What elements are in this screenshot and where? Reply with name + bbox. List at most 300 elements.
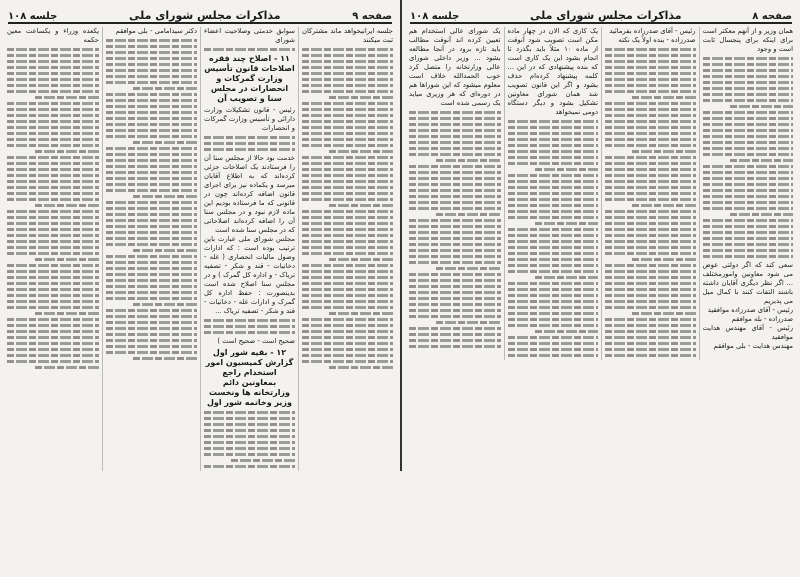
text-line — [605, 282, 696, 285]
text-line — [508, 270, 599, 273]
text-line — [106, 99, 197, 102]
text-line — [605, 294, 696, 297]
text-line — [204, 319, 295, 322]
text-line — [106, 231, 197, 234]
text-line — [7, 198, 99, 201]
text-line — [605, 138, 696, 141]
text-line — [409, 183, 501, 186]
text-line — [106, 183, 197, 186]
text-line — [703, 219, 794, 222]
text-line — [302, 186, 393, 189]
text-line — [7, 60, 99, 63]
paragraph: سعی کند که اگر دولتی عوض می شود معاونین وامورمختلف ... اگر نظر دیگری آقایان داشته باشند التفات کنند با کمال میل می پذیریم — [702, 261, 793, 305]
text-line — [605, 60, 696, 63]
text-line — [605, 306, 696, 309]
text-line — [302, 216, 393, 219]
text-column — [601, 27, 699, 360]
publication-title: مذاکرات مجلس شورای ملی — [129, 9, 281, 22]
text-line — [106, 285, 197, 288]
text-column — [406, 27, 504, 360]
text-line — [605, 66, 696, 69]
text-line — [605, 264, 696, 267]
paragraph: رئیس - آقای صدرزاده موافقید — [707, 306, 793, 314]
text-line — [703, 195, 794, 198]
text-line — [302, 156, 393, 159]
text-line — [703, 153, 794, 156]
text-line — [605, 90, 696, 93]
text-line — [605, 198, 696, 201]
text-line — [508, 258, 599, 261]
text-line — [302, 360, 393, 363]
text-line — [605, 180, 696, 183]
text-line — [7, 186, 99, 189]
text-line — [302, 198, 393, 201]
text-line — [106, 267, 197, 270]
text-line — [409, 273, 501, 276]
text-line — [106, 45, 197, 48]
text-line — [508, 294, 599, 297]
text-line — [508, 174, 599, 177]
text-line — [106, 177, 197, 180]
text-line — [409, 129, 501, 132]
newspaper-page — [0, 0, 400, 471]
section-heading: ۱۱ - اصلاح چند فقره اصلاحات قانون تأسیس وزارت گمرکات و انحصارات در مجلس سنا و تصویب آن — [204, 54, 295, 103]
text-line — [7, 234, 99, 237]
text-line — [302, 132, 393, 135]
text-line — [302, 180, 393, 183]
text-line — [302, 192, 393, 195]
text-line — [508, 318, 599, 321]
text-line — [703, 183, 794, 186]
text-column — [4, 27, 102, 471]
text-line — [302, 288, 393, 291]
text-line — [7, 144, 99, 147]
text-line — [106, 129, 197, 132]
text-line — [35, 204, 99, 207]
text-line — [508, 126, 599, 129]
text-line — [508, 348, 599, 351]
text-line — [730, 105, 793, 108]
page-header — [410, 0, 792, 24]
text-line — [106, 63, 197, 66]
text-line — [703, 81, 794, 84]
text-line — [302, 102, 393, 105]
text-line — [605, 102, 696, 105]
text-line — [409, 111, 501, 114]
text-line — [302, 72, 393, 75]
text-line — [703, 171, 794, 174]
page-number: صفحه ۹ — [352, 11, 392, 22]
text-line — [508, 138, 599, 141]
text-line — [409, 147, 501, 150]
paragraph: یک شورای عالی استخدام هم تعیین کرده اند آنوقت مطالب باید تازه برود در آنجا مطالعه بشود ... وزیر داخلی شورای عالی وزارتخانه را متصل کرد خوب الحمدالله خلاف است معلوم میشود که این شوراها هم در دوره‌ای که هر وزیری میاید یک رسمی شده است — [409, 27, 501, 107]
text-line — [409, 243, 501, 246]
text-line — [409, 219, 501, 222]
newspaper-page — [400, 0, 800, 471]
text-line — [302, 354, 393, 357]
text-line — [605, 354, 696, 357]
text-line — [302, 162, 393, 165]
text-line — [7, 180, 99, 183]
text-line — [508, 132, 599, 135]
text-line — [703, 225, 794, 228]
text-line — [7, 270, 99, 273]
text-line — [329, 96, 393, 99]
text-line — [302, 126, 393, 129]
text-line — [605, 342, 696, 345]
paragraph: یکعده وزراء و یکساعت معین حکمه — [7, 27, 99, 44]
text-line — [605, 108, 696, 111]
text-line — [106, 207, 197, 210]
text-line — [703, 117, 794, 120]
text-line — [508, 186, 599, 189]
text-line — [7, 318, 99, 321]
text-line — [605, 72, 696, 75]
text-line — [409, 177, 501, 180]
text-line — [302, 228, 393, 231]
text-line — [302, 318, 393, 321]
text-line — [409, 291, 501, 294]
text-line — [106, 117, 197, 120]
text-line — [703, 75, 794, 78]
text-line — [409, 339, 501, 342]
text-line — [605, 120, 696, 123]
text-line — [605, 48, 696, 51]
text-line — [7, 336, 99, 339]
text-line — [329, 204, 393, 207]
text-line — [703, 141, 794, 144]
text-line — [302, 168, 393, 171]
text-line — [409, 255, 501, 258]
text-line — [7, 324, 99, 327]
text-line — [409, 117, 501, 120]
text-line — [106, 321, 197, 324]
text-line — [7, 216, 99, 219]
text-line — [409, 123, 501, 126]
text-line — [106, 75, 197, 78]
text-line — [508, 240, 599, 243]
text-line — [106, 309, 197, 312]
text-line — [703, 123, 794, 126]
text-columns — [406, 24, 796, 360]
text-line — [508, 246, 599, 249]
text-line — [133, 249, 197, 252]
text-line — [508, 324, 599, 327]
text-line — [7, 276, 99, 279]
text-line — [204, 417, 295, 420]
paragraph: خدمت بود حالا از مجلس سنا آن را فرستادند یک اصلاحات جزئی کرده‌اند که به اطلاع آقایان میرسد و یکماده نیز برای اجرای قانون اضافه کرده‌اند چون در قانونی که ما فرستاده بودیم این ماده لازم نبود و در مجلس سنا آن را اضافه کرده‌اند اصلاحاتی که در مجلس سنا شده است — [204, 154, 295, 234]
text-line — [302, 348, 393, 351]
text-column — [298, 27, 396, 471]
text-line — [7, 132, 99, 135]
text-line — [409, 207, 501, 210]
text-line — [7, 240, 99, 243]
text-line — [7, 306, 99, 309]
text-line — [204, 142, 295, 145]
text-line — [508, 264, 599, 267]
text-line — [106, 105, 197, 108]
text-line — [632, 150, 695, 153]
text-line — [106, 153, 197, 156]
text-line — [106, 159, 197, 162]
text-line — [605, 234, 696, 237]
text-line — [409, 231, 501, 234]
text-line — [703, 177, 794, 180]
text-line — [302, 252, 393, 255]
text-line — [605, 114, 696, 117]
text-line — [302, 246, 393, 249]
text-line — [302, 54, 393, 57]
text-line — [409, 279, 501, 282]
text-line — [535, 222, 598, 225]
text-line — [204, 423, 295, 426]
text-columns — [4, 24, 396, 471]
text-line — [204, 429, 295, 432]
section-heading: ۱۲ - بقیه شور اول گزارش کمیسیون امور استخدام راجع بمعاونین دائم وزارتخانه ها ونخست وزیر وخاتمه شور اول — [205, 348, 294, 407]
text-line — [605, 186, 696, 189]
text-line — [7, 330, 99, 333]
text-line — [106, 237, 197, 240]
text-line — [35, 96, 99, 99]
text-line — [409, 171, 501, 174]
text-line — [535, 330, 598, 333]
text-line — [703, 207, 794, 210]
text-line — [605, 216, 696, 219]
text-line — [508, 228, 599, 231]
text-line — [703, 69, 794, 72]
text-line — [632, 312, 695, 315]
text-line — [106, 213, 197, 216]
text-line — [409, 327, 501, 330]
text-line — [106, 81, 197, 84]
text-line — [703, 231, 794, 234]
text-line — [231, 459, 295, 462]
text-line — [106, 339, 197, 342]
text-line — [329, 366, 393, 369]
text-line — [605, 228, 696, 231]
text-line — [106, 111, 197, 114]
text-line — [605, 270, 696, 273]
text-line — [508, 144, 599, 147]
text-line — [605, 54, 696, 57]
text-line — [35, 366, 99, 369]
text-line — [7, 342, 99, 345]
text-line — [302, 138, 393, 141]
text-line — [508, 306, 599, 309]
text-line — [605, 318, 696, 321]
text-line — [106, 135, 197, 138]
text-column — [102, 27, 200, 471]
text-line — [133, 357, 197, 360]
text-column — [504, 27, 602, 360]
text-line — [508, 288, 599, 291]
text-line — [7, 246, 99, 249]
text-line — [302, 120, 393, 123]
text-line — [106, 279, 197, 282]
text-line — [329, 150, 393, 153]
paragraph: صدرزاده - بله موافقم — [731, 315, 793, 323]
text-line — [605, 84, 696, 87]
text-line — [204, 441, 295, 444]
session-number: جلسه ۱۰۸ — [410, 11, 460, 22]
text-line — [436, 321, 500, 324]
text-line — [508, 234, 599, 237]
text-line — [302, 270, 393, 273]
text-line — [7, 78, 99, 81]
text-line — [302, 108, 393, 111]
text-line — [7, 210, 99, 213]
page-header — [8, 0, 392, 24]
text-line — [508, 192, 599, 195]
text-line — [7, 120, 99, 123]
paragraph: مهندس هدایت - بلی موافقم — [713, 342, 793, 350]
text-line — [409, 249, 501, 252]
text-line — [703, 237, 794, 240]
text-line — [7, 360, 99, 363]
text-line — [302, 234, 393, 237]
text-line — [605, 252, 696, 255]
text-line — [204, 411, 295, 414]
text-line — [508, 354, 599, 357]
publication-title: مذاکرات مجلس شورای ملی — [530, 9, 682, 22]
text-line — [106, 351, 197, 354]
text-line — [409, 315, 501, 318]
text-line — [204, 331, 295, 334]
text-line — [204, 148, 295, 151]
text-line — [605, 174, 696, 177]
text-line — [7, 294, 99, 297]
text-line — [302, 222, 393, 225]
text-line — [409, 225, 501, 228]
text-line — [7, 354, 99, 357]
text-line — [605, 162, 696, 165]
text-line — [605, 132, 696, 135]
text-line — [7, 348, 99, 351]
paragraph: جلسه ایرانیخواهد ماند مشترکان ثبت میکنند — [302, 27, 393, 44]
text-line — [7, 138, 99, 141]
text-line — [605, 222, 696, 225]
text-line — [302, 174, 393, 177]
text-line — [409, 237, 501, 240]
text-line — [7, 156, 99, 159]
text-line — [7, 114, 99, 117]
text-line — [7, 192, 99, 195]
text-line — [409, 333, 501, 336]
text-line — [605, 156, 696, 159]
text-line — [302, 306, 393, 309]
text-line — [508, 156, 599, 159]
text-line — [204, 435, 295, 438]
text-line — [106, 219, 197, 222]
text-line — [7, 72, 99, 75]
text-line — [508, 210, 599, 213]
text-line — [7, 102, 99, 105]
text-line — [35, 312, 99, 315]
text-line — [703, 63, 794, 66]
text-line — [703, 99, 794, 102]
text-line — [632, 258, 695, 261]
text-line — [7, 66, 99, 69]
text-line — [302, 324, 393, 327]
text-line — [7, 300, 99, 303]
text-line — [409, 345, 501, 348]
text-line — [7, 108, 99, 111]
text-line — [605, 168, 696, 171]
text-line — [302, 330, 393, 333]
text-line — [605, 348, 696, 351]
text-line — [409, 141, 501, 144]
text-line — [605, 144, 696, 147]
text-line — [703, 129, 794, 132]
paragraph: همان وزیر و از آنهم معکتر است برای اینکه برای پنجسال ثابت است و وجود — [702, 27, 793, 53]
text-line — [436, 159, 500, 162]
text-line — [605, 336, 696, 339]
text-line — [508, 252, 599, 255]
paragraph: سوابق خدمتی وصلاحیت اعضاء شورای — [204, 27, 295, 44]
text-line — [302, 342, 393, 345]
session-number: جلسه ۱۰۸ — [8, 11, 58, 22]
text-line — [508, 300, 599, 303]
text-line — [535, 276, 598, 279]
text-line — [409, 201, 501, 204]
text-column — [200, 27, 298, 471]
text-line — [133, 87, 197, 90]
text-line — [7, 252, 99, 255]
text-line — [508, 198, 599, 201]
text-line — [605, 192, 696, 195]
text-line — [106, 93, 197, 96]
text-line — [133, 141, 197, 144]
text-line — [605, 276, 696, 279]
text-line — [7, 84, 99, 87]
text-line — [302, 114, 393, 117]
text-line — [605, 240, 696, 243]
text-line — [302, 90, 393, 93]
text-line — [409, 261, 501, 264]
text-line — [508, 162, 599, 165]
text-line — [7, 48, 99, 51]
text-line — [632, 96, 695, 99]
text-line — [703, 249, 794, 252]
text-line — [302, 48, 393, 51]
text-line — [106, 225, 197, 228]
text-line — [7, 288, 99, 291]
text-line — [605, 330, 696, 333]
text-line — [106, 291, 197, 294]
text-line — [106, 297, 197, 300]
text-line — [508, 342, 599, 345]
text-line — [409, 285, 501, 288]
text-line — [7, 54, 99, 57]
text-line — [508, 282, 599, 285]
text-line — [106, 123, 197, 126]
text-line — [302, 264, 393, 267]
text-line — [703, 255, 794, 258]
text-line — [204, 325, 295, 328]
text-line — [605, 324, 696, 327]
text-line — [7, 162, 99, 165]
paragraph: رئیس - آقای مهندس هدایت موافقید — [702, 324, 793, 341]
text-line — [730, 159, 793, 162]
text-line — [106, 255, 197, 258]
text-column — [699, 27, 797, 360]
text-line — [632, 204, 695, 207]
paragraph: صحیح است - صحیح است ) — [217, 337, 295, 345]
text-line — [302, 336, 393, 339]
text-line — [302, 300, 393, 303]
text-line — [302, 282, 393, 285]
text-line — [302, 276, 393, 279]
